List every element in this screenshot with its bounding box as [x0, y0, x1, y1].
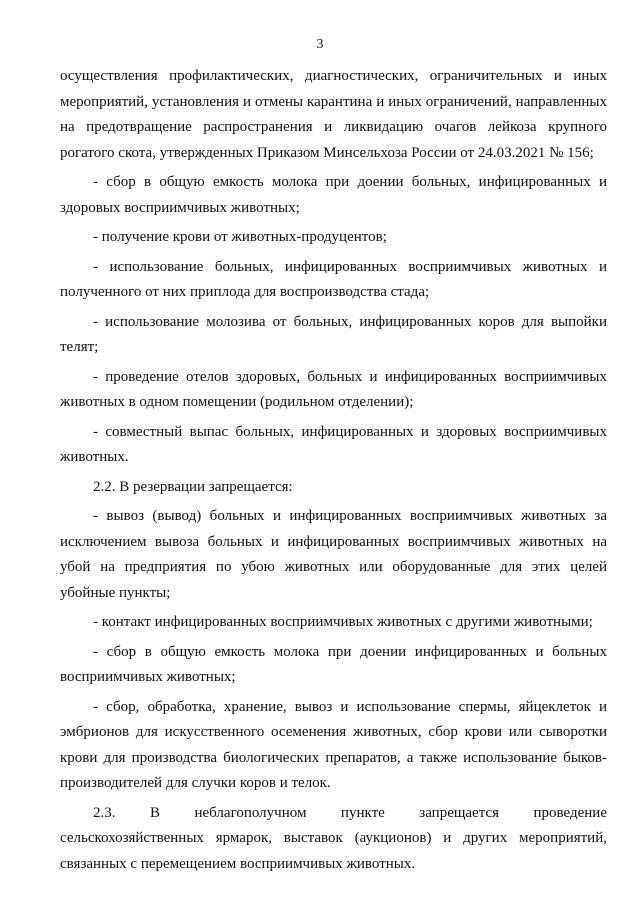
text-line: на предотвращение распространения и ликвидацию очагов лейкоза крупного — [60, 119, 607, 135]
text-line: животных. — [60, 449, 129, 465]
paragraph — [60, 475, 607, 501]
text-line: - сбор в общую емкость молока при доении инфицированных и больных — [93, 643, 607, 660]
text-line: исключением вывоза больных и инфицированных восприимчивых животных на — [60, 533, 607, 550]
text-line: производителей для случки коров и телок. — [60, 775, 331, 791]
paragraph — [60, 225, 607, 251]
text-line: животных в одном помещении (родильном отделении); — [60, 394, 414, 410]
paragraph — [60, 255, 607, 306]
text-line: мероприятий, установления и отмены карантина и иных ограничений, направленных — [60, 93, 607, 110]
paragraph — [60, 504, 607, 606]
text-line: - получение крови от животных-продуцентов; — [93, 229, 387, 245]
text-line: - вывоз (вывод) больных и инфицированных восприимчивых животных за — [93, 508, 607, 524]
text-line: - сбор в общую емкость молока при доении больных, инфицированных и — [93, 174, 607, 190]
text-line: - сбор, обработка, хранение, вывоз и использование спермы, яйцеклеток и — [93, 698, 607, 715]
text-line: здоровых восприимчивых животных; — [60, 199, 300, 216]
text-line: - использование больных, инфицированных восприимчивых животных и — [93, 258, 607, 275]
text-line: - совместный выпас больных, инфицированных и здоровых восприимчивых — [93, 423, 607, 440]
text-line: - контакт инфицированных восприимчивых животных с другими животными; — [93, 614, 593, 630]
text-line: - использование молозива от больных, инфицированных коров для выпойки — [93, 313, 607, 330]
paragraph — [60, 170, 607, 221]
paragraph — [60, 365, 607, 416]
text-line: восприимчивых животных; — [60, 669, 236, 685]
text-line: 2.2. В резервации запрещается: — [93, 478, 293, 495]
text-line: убой на предприятия по убою животных или оборудованные для этих целей — [60, 559, 607, 575]
paragraph — [60, 801, 607, 878]
text-line: 2.3. В неблагополучном пункте запрещается проведение — [93, 804, 607, 821]
text-line: убойные пункты; — [60, 584, 171, 601]
page-number: 3 — [316, 37, 324, 52]
paragraph — [60, 610, 607, 636]
text-line: осуществления профилактических, диагностических, ограничительных и иных — [60, 68, 607, 84]
text-line: рогатого скота, утвержденных Приказом Минсельхоза России от 24.03.2021 № 156; — [60, 144, 594, 161]
text-line: крови для производства биологических препаратов, а также использование быков- — [60, 749, 607, 766]
text-line: - проведение отелов здоровых, больных и инфицированных восприимчивых — [93, 368, 607, 385]
paragraph — [60, 64, 607, 166]
paragraph — [60, 420, 607, 471]
document-body — [60, 64, 607, 881]
text-line: сельскохозяйственных ярмарок, выставок (аукционов) и других мероприятий, — [60, 830, 607, 846]
text-line: полученного от них приплода для воспроизводства стада; — [60, 284, 430, 300]
paragraph — [60, 695, 607, 797]
text-line: эмбрионов для искусственного осеменения животных, сбор крови или сыворотки — [60, 724, 607, 740]
text-line: связанных с перемещением восприимчивых животных. — [60, 855, 416, 872]
paragraph — [60, 640, 607, 691]
paragraph — [60, 310, 607, 361]
text-line: телят; — [60, 339, 99, 355]
